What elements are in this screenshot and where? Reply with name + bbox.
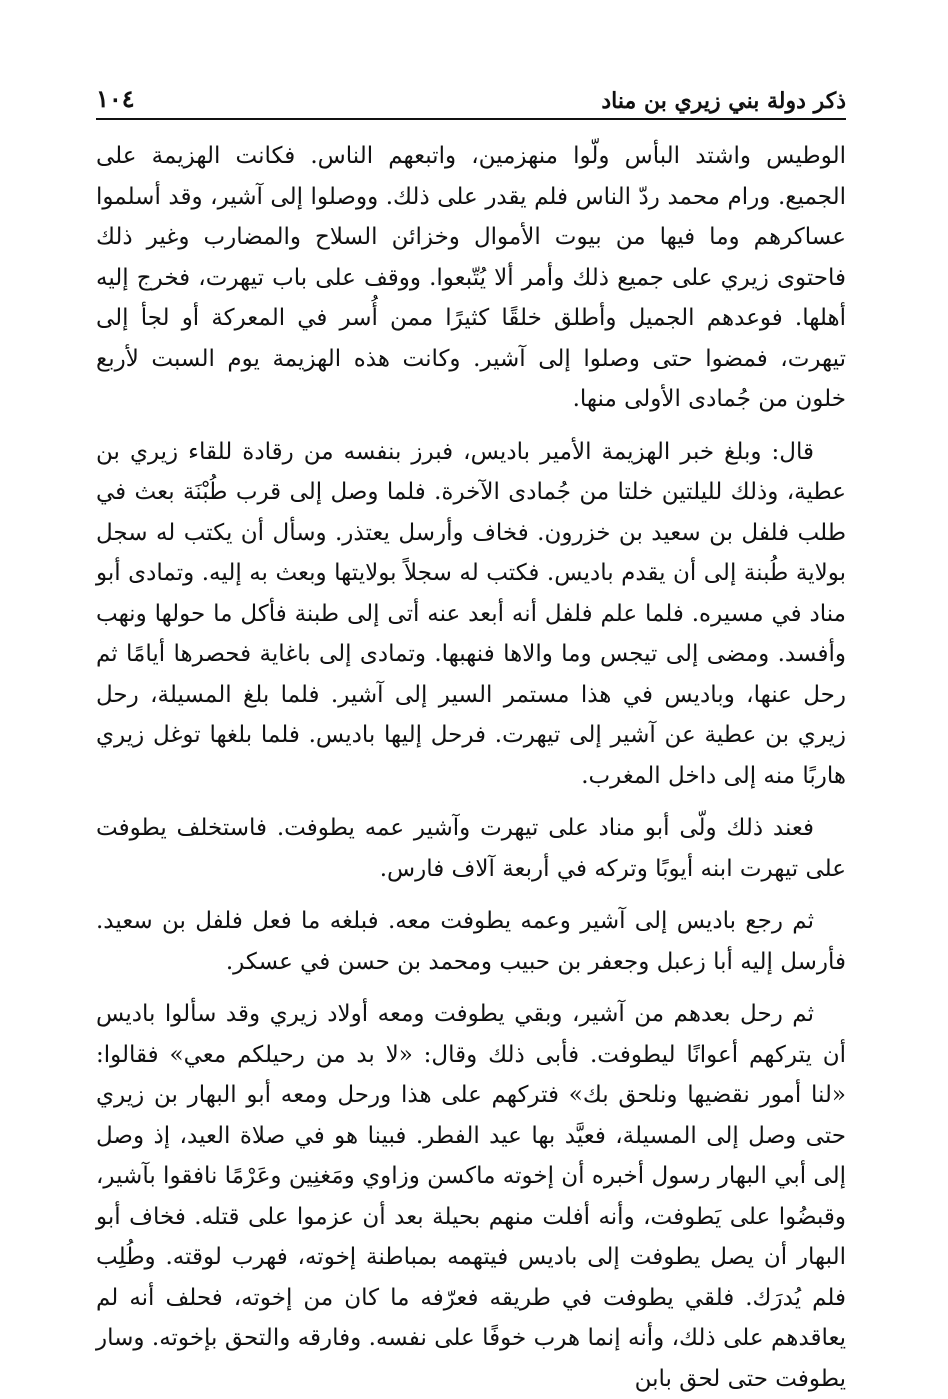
page-number: ١٠٤ <box>96 84 135 114</box>
running-title: ذكر دولة بني زيري بن مناد <box>601 87 846 114</box>
body-text <box>96 136 846 1399</box>
paragraph: فعند ذلك ولّى أبو مناد على تيهرت وآشير عمه يطوفت. فاستخلف يطوفت على تيهرت ابنه أيوبًا وتركه في أربعة آلاف فارس. <box>96 815 846 882</box>
paragraph: قال: وبلغ خبر الهزيمة الأمير باديس، فبرز بنفسه من رقادة للقاء زيري بن عطية، وذلك لليلتين خلتا من جُمادى الآخرة. فلما وصل إلى قرب طُبْنَة بعث في طلب فلفل بن سعيد بن خزرون. فخاف وأرسل يعتذر. وسأل أن يكتب له سجل بولاية طُبنة إلى أن يقدم باديس. فكتب له سجلاً بولايتها وبعث به إليه. وتمادى أبو مناد في مسيره. فلما علم فلفل أنه أبعد عنه أتى إلى طبنة فأكل ما حولها ونهب وأفسد. ومضى إلى تيجس وما والاها فنهبها. وتمادى إلى باغاية فحصرها أيامًا ثم رحل عنها، وباديس في هذا مستمر السير إلى آشير. فلما بلغ المسيلة، رحل زيري بن عطية عن آشير إلى تيهرت. فرحل إليها باديس. فلما بلغها توغل زيري هاربًا منه إلى داخل المغرب. <box>96 438 846 789</box>
paragraph: الوطيس واشتد البأس ولّوا منهزمين، واتبعهم الناس. فكانت الهزيمة على الجميع. ورام محمد ردّ الناس فلم يقدر على ذلك. ووصلوا إلى آشير، وقد أسلموا عساكرهم وما فيها من بيوت الأموال وخزائن السلاح والمضارب وغير ذلك فاحتوى زيري على جميع ذلك وأمر ألا يُتّبعوا. ووقف على باب تيهرت، فخرج إليه أهلها. فوعدهم الجميل وأطلق خلقًا كثيرًا ممن أُسر في المعركة أو لجأ إلى تيهرت، فمضوا حتى وصلوا إلى آشير. وكانت هذه الهزيمة يوم السبت لأربع خلون من جُمادى الأولى منها. <box>96 143 846 412</box>
paragraph: ثم رحل بعدهم من آشير، وبقي يطوفت ومعه أولاد زيري وقد سألوا باديس أن يتركهم أعوانًا ليطوفت. فأبى ذلك وقال: «لا بد من رحيلكم معي» فقالوا: «لنا أمور نقضيها ونلحق بك» فتركهم على هذا ورحل ومعه أبو البهار بن زيري حتى وصل إلى المسيلة، فعيَّد بها عيد الفطر. فبينا هو في صلاة العيد، إذ وصل إلى أبي البهار رسول أخبره أن إخوته ماكسن وزاوي ومَغنِين وعَرْمًا نافقوا بآشير، وقبضُوا على يَطوفت، وأنه أفلت منهم بحيلة بعد أن عزموا على قتله. فخاف أبو البهار أن يصل يطوفت إلى باديس فيتهمه بمباطنة إخوته، فهرب لوقته. وطُلِب فلم يُدرَك. فلقي يطوفت في طريقه فعرّفه ما كان من إخوته، فحلف أنه لم يعاقدهم على ذلك، وأنه إنما هرب خوفًا على نفسه. وفارقه والتحق بإخوته. وسار يطوفت حتى لحق بابن <box>96 1001 846 1392</box>
book-page <box>96 70 846 1392</box>
paragraph: ثم رجع باديس إلى آشير وعمه يطوفت معه. فبلغه ما فعل فلفل بن سعيد. فأرسل إليه أبا زعبل وجعفر بن حبيب ومحمد بن حسن في عسكر. <box>96 908 846 975</box>
page-header <box>96 70 846 120</box>
